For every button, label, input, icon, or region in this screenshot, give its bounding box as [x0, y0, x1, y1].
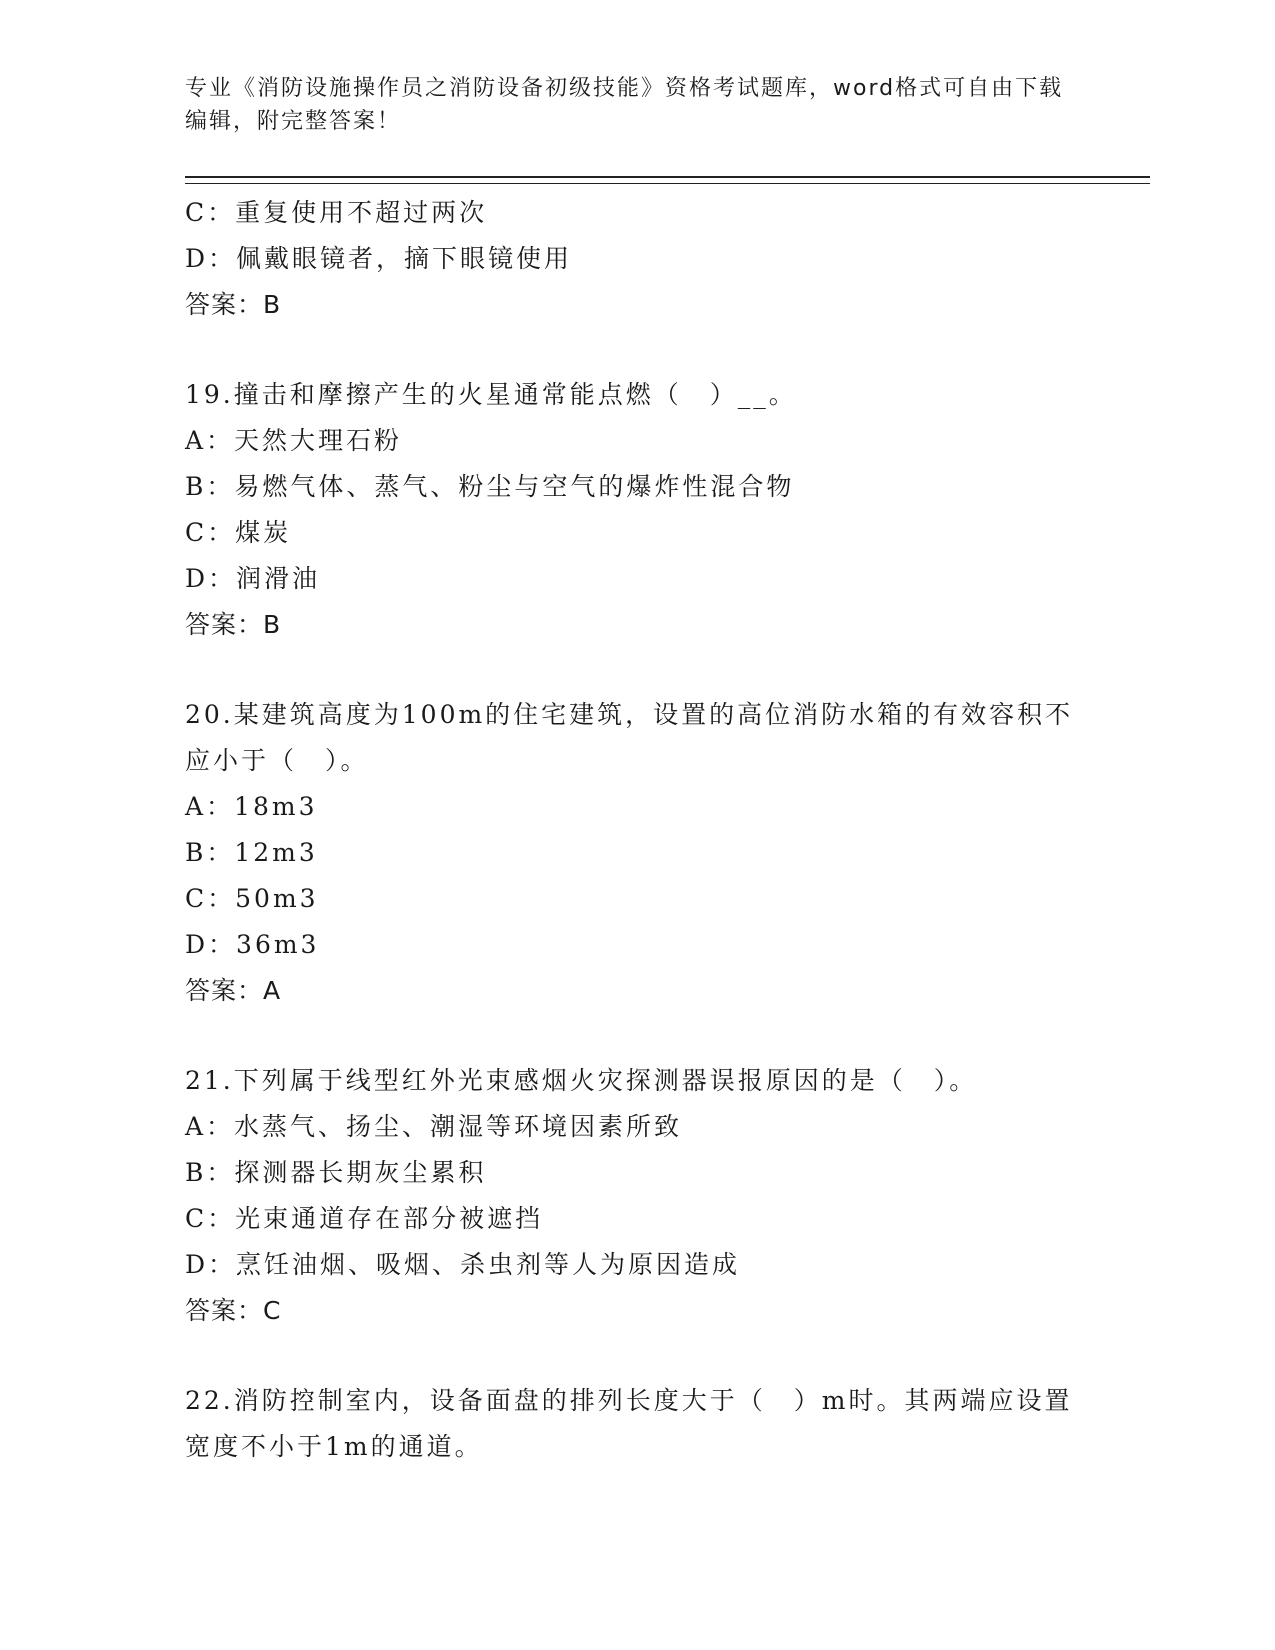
option-b: B：12m3 [185, 838, 318, 867]
option-c: C：煤炭 [185, 518, 292, 547]
question-list [185, 190, 1085, 1470]
option-d: D：烹饪油烟、吸烟、杀虫剂等人为原因造成 [185, 1250, 741, 1279]
question-text: 20.某建筑高度为100m的住宅建筑，设置的高位消防水箱的有效容积不应小于（ ）。 [185, 700, 1074, 775]
option-d: D：36m3 [185, 930, 320, 959]
option-b: B：易燃气体、蒸气、粉尘与空气的爆炸性混合物 [185, 472, 795, 501]
answer: 答案：A [185, 976, 282, 1005]
question-block-20 [185, 692, 1085, 1014]
option-c: C：光束通道存在部分被遮挡 [185, 1204, 544, 1233]
option-d: D：润滑油 [185, 564, 321, 593]
question-text: 22.消防控制室内，设备面盘的排列长度大于（ ）m时。其两端应设置宽度不小于1m的通道。 [185, 1386, 1073, 1461]
question-text: 19.撞击和摩擦产生的火星通常能点燃（ ）__。 [185, 380, 797, 409]
option-b: B：探测器长期灰尘累积 [185, 1158, 487, 1187]
option-a: A：水蒸气、扬尘、潮湿等环境因素所致 [185, 1112, 683, 1141]
header-divider-thin [185, 183, 1150, 184]
answer: 答案：C [185, 1296, 282, 1325]
answer: 答案：B [185, 610, 282, 639]
header-divider [185, 176, 1150, 178]
question-block-prev [185, 190, 1085, 328]
option-c: C：50m3 [185, 884, 319, 913]
option-a: A：18m3 [185, 792, 318, 821]
answer: 答案：B [185, 290, 282, 319]
question-text: 21.下列属于线型红外光束感烟火灾探测器误报原因的是（ ）。 [185, 1066, 978, 1095]
question-block-19 [185, 372, 1085, 648]
option-c: C：重复使用不超过两次 [185, 198, 488, 227]
question-block-21 [185, 1058, 1085, 1334]
document-header: 专业《消防设施操作员之消防设备初级技能》资格考试题库，word格式可自由下载编辑，附完整答案！ [185, 76, 1064, 134]
question-block-22 [185, 1378, 1085, 1470]
option-a: A：天然大理石粉 [185, 426, 403, 455]
option-d: D：佩戴眼镜者，摘下眼镜使用 [185, 244, 573, 273]
